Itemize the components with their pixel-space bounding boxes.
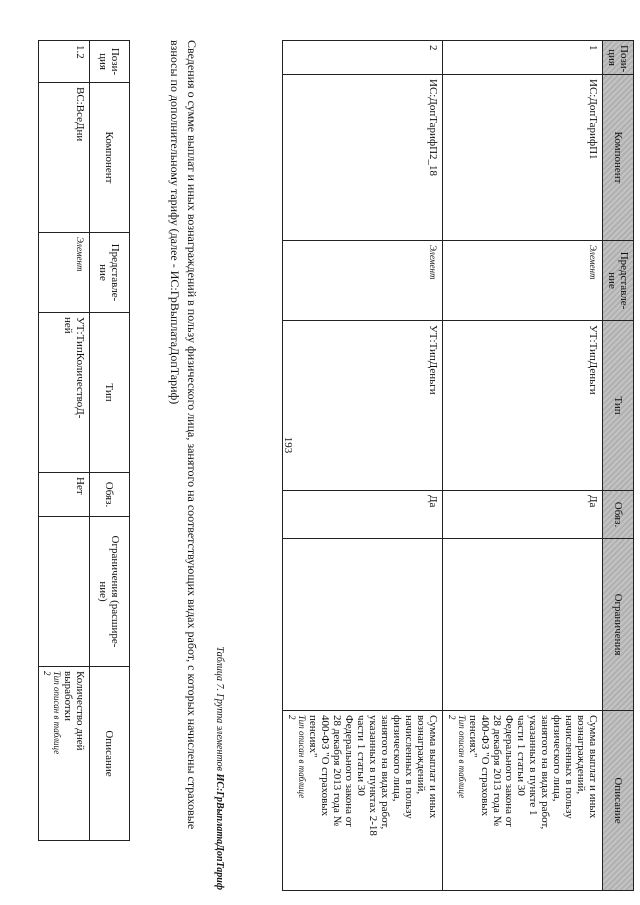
description-note: Тип описан в таблице 2 [42,671,62,755]
cell-type: УТ:ТипДеньги [283,321,443,491]
cell-required: Да [283,491,443,539]
col-header-position: Пози- ция [90,41,130,83]
col-header-component: Компонент [90,83,130,233]
section-heading: Сведения о сумме выплат и иных вознаграждений в пользу физического лица, занятого на соответствующих видах работ, с которых начислены страховые взносы по дополнительному тарифу (далее - ИС:ГрВыплатаДопТариф) [168,40,199,830]
cell-limits [283,539,443,711]
table-row [39,41,90,841]
cell-representation [443,241,603,321]
table-row [283,41,443,891]
cell-component: ВС:ВсеДни [39,83,90,233]
col-header-position: Пози- ция [603,41,634,75]
cell-required: Нет [39,473,90,517]
description-text: Сумма выплат и иных вознаграждений, начисленных в пользу физического лица, занятого на видах работ, указанных в пункте 1 части 1 статьи 30 Федерального закона от 28 декабря 2013 года № 400-ФЗ "О страховых пенсиях" [467,715,599,830]
cell-limits [39,517,90,667]
cell-type: УТ:ТипКоличествоД- ней [39,313,90,473]
cell-position: 2 [283,41,443,75]
caption-name: ИС:ГрВыплатаДопТариф [214,773,225,890]
col-header-required: Обяз. [603,491,634,539]
table-continuation [38,40,130,841]
cell-representation [39,233,90,313]
col-header-type: Тип [90,313,130,473]
cell-description [283,711,443,891]
cell-type: УТ:ТипДеньги [443,321,603,491]
col-header-description: Описание [603,711,634,891]
cell-component: ИС:ДопТарифП1 [443,75,603,241]
page-number: 193 [282,436,294,454]
cell-component: ИС:ДопТарифП2_18 [283,75,443,241]
description-text: Количество дней выработки [62,671,86,751]
caption-prefix: Таблица 7. Группа элементов [214,646,225,774]
cell-limits [443,539,603,711]
description-text: Сумма выплат и иных вознаграждений, начисленных в пользу физического лица, занятого на видах работ, указанных в пунктах 2-18 части 1 статьи 30 Федерального закона от 28 декабря 2013 года № 400-ФЗ "О страховых пенсиях" [307,715,439,836]
col-header-limits: Ограничения (расшире- ние) [90,517,130,667]
col-header-representation: Представле- ние [90,233,130,313]
cell-description [443,711,603,891]
repr-text: Элемент [75,237,85,272]
table-caption [214,560,225,890]
col-header-type: Тип [603,321,634,491]
cell-position: 1 [443,41,603,75]
cell-representation [283,241,443,321]
col-header-description: Описание [90,667,130,841]
cell-description [39,667,90,841]
description-note: Тип описан в таблице 2 [447,715,467,799]
table-row [443,41,603,891]
repr-text: Элемент [428,245,438,280]
table-7 [282,40,634,891]
cell-required: Да [443,491,603,539]
col-header-representation: Представле- ние [603,241,634,321]
cell-position: 1.2 [39,41,90,83]
repr-text: Элемент [588,245,598,280]
col-header-limits: Ограничения [603,539,634,711]
col-header-component: Компонент [603,75,634,241]
description-note: Тип описан в таблице 2 [287,715,307,799]
col-header-required: Обяз. [90,473,130,517]
